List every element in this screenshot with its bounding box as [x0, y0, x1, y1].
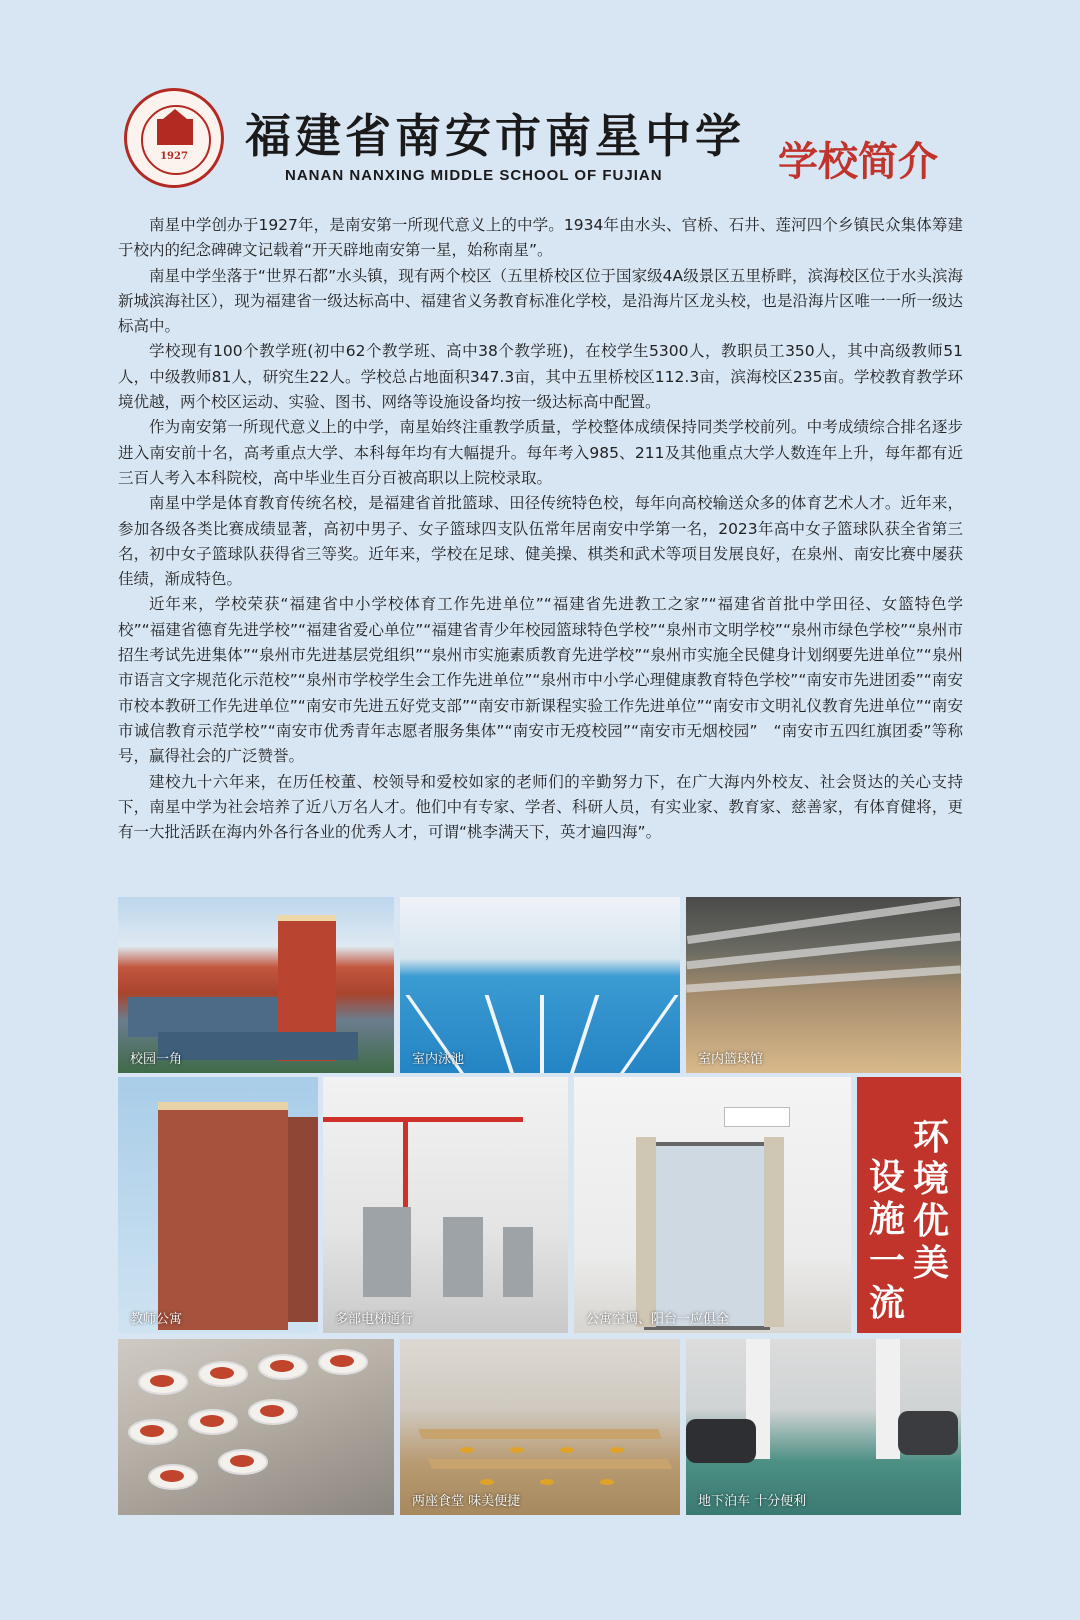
pool-lane — [485, 995, 514, 1073]
elevator-door — [443, 1217, 483, 1297]
photo-caption: 校园一角 — [130, 1052, 183, 1067]
paragraph: 南星中学是体育教育传统名校，是福建省首批篮球、田径传统特色校，每年向高校输送众多的体育艺术人才。近年来，参加各级各类比赛成绩显著，高初中男子、女子篮球四支队伍常年居南安中学第一名，2023年高中女子篮球队获全省第三名，初中女子篮球队获得省三等奖。近年来，学校在足球、健美操、棋类和武术等项目发展良好，在泉州、南安比赛中屡获佳绩，渐成特色。 — [118, 494, 963, 589]
canteen-seat — [560, 1447, 574, 1453]
photo-caption: 多部电梯通行 — [335, 1312, 414, 1327]
paragraph: 建校九十六年来，在历任校董、校领导和爱校如家的老师们的辛勤努力下，在广大海内外校友、社会贤达的关心支持下，南星中学为社会培养了近八万名人才。他们中有专家、学者、科研人员，有实业家、教育家、慈善家，有体育健将，更有一大批活跃在海内外各行各业的优秀人才，可谓“桃李满天下，英才遍四海”。 — [118, 772, 963, 842]
photo-elevators — [323, 1077, 568, 1333]
canteen-seat — [480, 1479, 494, 1485]
fire-pipe — [323, 1117, 523, 1122]
paragraph: 南星中学坐落于“世界石都”水头镇，现有两个校区（五里桥校区位于国家级4A级景区五里桥畔，滨海校区位于水头滨海新城滨海社区），现为福建省一级达标高中、福建省义务教育标准化学校，是沿海片区龙头校，也是沿海片区唯一一所一级达标高中。 — [118, 266, 963, 336]
parked-car — [686, 1419, 756, 1463]
pool-lane — [570, 995, 599, 1073]
food-plate — [248, 1399, 298, 1425]
photo-underground-parking — [686, 1339, 961, 1515]
paragraph: 学校现有100个教学班(初中62个教学班、高中38个教学班)，在校学生5300人，教职员工350人，其中高级教师51人，中级教师81人，研究生22人。学校总占地面积347.3亩，其中五里桥校区112.3亩，滨海校区235亩。学校教育教学环境优越，两个校区运动、实验、图书、网络等设施设备均按一级达标高中配置。 — [118, 342, 963, 412]
food-plate — [318, 1349, 368, 1375]
section-title: 学校简介 — [778, 139, 938, 185]
food-plate — [138, 1369, 188, 1395]
air-conditioner — [724, 1107, 790, 1127]
pool-lane — [540, 995, 544, 1073]
photo-apartment-room — [574, 1077, 851, 1333]
photo-campus — [118, 897, 394, 1073]
pool-lane — [620, 995, 679, 1073]
photo-caption: 室内泳池 — [412, 1052, 465, 1067]
canteen-seat — [600, 1479, 614, 1485]
photo-basketball-court — [686, 897, 961, 1073]
school-name-english: NANAN NANXING MIDDLE SCHOOL OF FUJIAN — [285, 167, 663, 184]
curtain — [636, 1137, 656, 1327]
food-plate — [128, 1419, 178, 1445]
canteen-table — [418, 1429, 662, 1439]
balcony-door — [644, 1142, 770, 1330]
photo-canteen — [400, 1339, 680, 1515]
photo-caption: 地下泊车 十分便利 — [698, 1494, 807, 1509]
campus-roof — [158, 1032, 358, 1060]
slogan-banner — [857, 1077, 961, 1333]
photo-caption: 两座食堂 味美便捷 — [412, 1494, 521, 1509]
introduction-text — [118, 213, 963, 845]
canteen-table — [428, 1459, 673, 1469]
elevator-door — [363, 1207, 411, 1297]
photo-caption: 公寓空调、阳台一应俱全 — [586, 1312, 730, 1327]
canteen-seat — [510, 1447, 524, 1453]
photo-canteen-food — [118, 1339, 394, 1515]
canteen-seat — [460, 1447, 474, 1453]
campus-roof — [128, 997, 278, 1037]
slogan-line-1: 环境优美 — [912, 1117, 949, 1284]
food-plate — [198, 1361, 248, 1387]
canteen-seat — [610, 1447, 624, 1453]
curtain — [764, 1137, 784, 1327]
food-plate — [188, 1409, 238, 1435]
emblem-building-icon — [157, 119, 193, 145]
school-emblem-icon — [124, 88, 224, 188]
photo-teacher-apartment — [118, 1077, 318, 1333]
slogan-line-2: 设施一流 — [868, 1157, 905, 1324]
ceiling-beam — [686, 965, 961, 992]
canteen-seat — [540, 1479, 554, 1485]
emblem-year: 1927 — [160, 151, 188, 162]
paragraph: 南星中学创办于1927年，是南安第一所现代意义上的中学。1934年由水头、官桥、石井、莲河四个乡镇民众集体筹建于校内的纪念碑碑文记载着“开天辟地南安第一星，始称南星”。 — [118, 216, 963, 260]
paragraph: 近年来，学校荣获“福建省中小学校体育工作先进单位”“福建省先进教工之家”“福建省首批中学田径、女篮特色学校”“福建省德育先进学校”“福建省爱心单位”“福建省青少年校园篮球特色学校”“泉州市文明学校”“泉州市绿色学校”“泉州市招生考试先进集体”“泉州市先进基层党组织”“泉州市实施素质教育先进学校”“泉州市实施全民健身计划纲要先进单位”“泉州市语言文字规范化示范校”“泉州市学校学生会工作先进单位”“泉州市中小学心理健康教育特色学校”“南安市先进团委”“南安市校本教研工作先进单位”“南安市先进五好党支部”“南安市新课程实验工作先进单位”“南安市文明礼仪教育先进单位”“南安市诚信教育示范学校”“南安市优秀青年志愿者服务集体”“南安市无疫校园”“南安市无烟校园” “南安市五四红旗团委”等称号，赢得社会的广泛赞誉。 — [118, 595, 963, 766]
food-plate — [218, 1449, 268, 1475]
apartment-building — [158, 1102, 288, 1330]
paragraph: 作为南安第一所现代意义上的中学，南星始终注重教学质量，学校整体成绩保持同类学校前列。中考成绩综合排名逐步进入南安前十名，高考重点大学、本科每年均有大幅提升。每年考入985、211及其他重点大学人数连年上升，每年都有近三百人考入本科院校，高中毕业生百分百被高职以上院校录取。 — [118, 418, 963, 487]
photo-pool — [400, 897, 680, 1073]
parking-pillar — [876, 1339, 900, 1459]
apartment-building — [288, 1117, 318, 1322]
elevator-door — [503, 1227, 533, 1297]
header — [0, 0, 1080, 210]
food-plate — [258, 1354, 308, 1380]
food-plate — [148, 1464, 198, 1490]
school-name-chinese: 福建省南安市南星中学 — [245, 109, 745, 163]
parked-car — [898, 1411, 958, 1455]
photo-caption: 教师公寓 — [130, 1312, 183, 1327]
photo-caption: 室内篮球馆 — [698, 1052, 764, 1067]
